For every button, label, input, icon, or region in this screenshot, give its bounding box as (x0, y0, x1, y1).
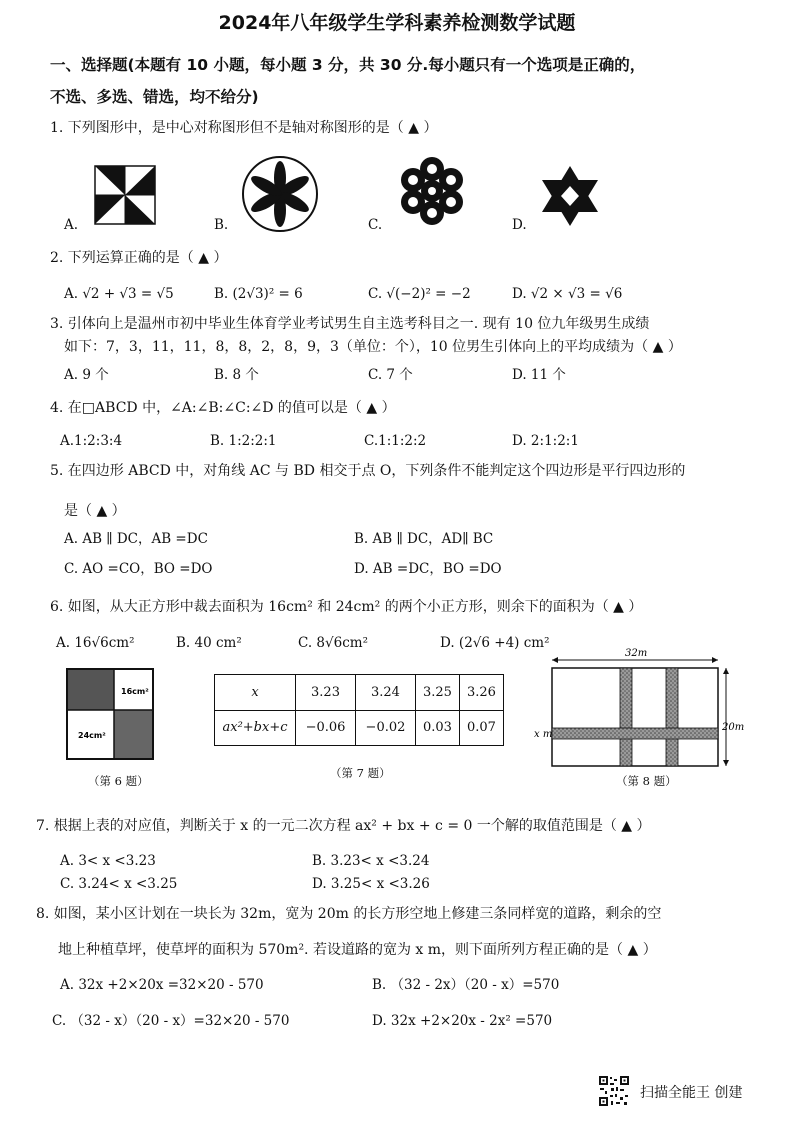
q1-option-b: B. (214, 217, 229, 233)
q8-stem-line2: 地上种植草坪，使草坪的面积为 570m². 若设道路的宽为 x m，则下面所列方程正确的是（ ▲ ） (58, 942, 657, 958)
section-heading-line2: 不选、多选、错选，均不给分) (50, 88, 259, 106)
q4-option-b: B. 1:2:2:1 (210, 433, 277, 449)
q2-option-a: A. √2 + √3 = √5 (64, 286, 174, 302)
q4-option-d: D. 2:1:2:1 (512, 433, 579, 449)
q1-hexagon-ring-figure (392, 156, 472, 226)
q8-option-a: A. 32x +2×20x =32×20 - 570 (60, 977, 264, 993)
q8-option-b: B. （32 - 2x）（20 - x）=570 (372, 977, 560, 993)
q4-stem: 4. 在□ABCD 中，∠A:∠B:∠C:∠D 的值可以是（ ▲ ） (50, 400, 396, 416)
q3-stem-line1: 3. 引体向上是温州市初中毕业生体育学业考试男生自主选考科目之一. 现有 10 位九年级男生成绩 (50, 316, 650, 332)
q6-square-figure (66, 668, 156, 764)
q4-option-a: A.1:2:3:4 (60, 433, 123, 449)
q6-stem: 6. 如图，从大正方形中裁去面积为 16cm² 和 24cm² 的两个小正方形，则余下的面积为（ ▲ ） (50, 599, 643, 615)
q5-option-d: D. AB =DC，BO =DO (354, 561, 502, 577)
q6-caption: （第 6 题） (88, 774, 149, 788)
q6-option-d: D. (2√6 +4) cm² (440, 635, 550, 651)
q8-option-c: C. （32 - x）（20 - x）=32×20 - 570 (52, 1013, 290, 1029)
q5-stem-line2: 是（ ▲ ） (64, 503, 126, 519)
table-cell: 3.24 (355, 675, 415, 711)
q3-option-a: A. 9 个 (64, 367, 109, 383)
q7-option-c: C. 3.24< x <3.25 (60, 876, 178, 892)
table-cell: x (215, 675, 296, 711)
qr-code-icon (598, 1075, 630, 1107)
q4-option-c: C.1:1:2:2 (364, 433, 427, 449)
q7-value-table (214, 674, 504, 746)
table-cell: ax²+bx+c (215, 710, 296, 746)
q6-option-a: A. 16√6cm² (56, 635, 135, 651)
scanner-watermark: 扫描全能王 创建 (640, 1085, 743, 1101)
q8-height-label: 20m (722, 722, 745, 733)
q2-option-d: D. √2 × √3 = √6 (512, 286, 623, 302)
q8-road-label: x m (534, 729, 553, 740)
q2-option-b: B. (2√3)² = 6 (214, 286, 303, 302)
section-heading-line1: 一、选择题(本题有 10 小题，每小题 3 分，共 30 分.每小题只有一个选项是正确的， (50, 56, 646, 74)
table-cell: −0.06 (296, 710, 356, 746)
q3-option-d: D. 11 个 (512, 367, 566, 383)
q1-option-a: A. (64, 217, 79, 233)
q5-option-a: A. AB ∥ DC，AB =DC (64, 531, 208, 547)
q6-option-c: C. 8√6cm² (298, 635, 368, 651)
q8-field-figure (530, 644, 750, 770)
q5-option-c: C. AO =CO，BO =DO (64, 561, 213, 577)
q1-hexagram-figure (538, 164, 602, 228)
q7-option-a: A. 3< x <3.23 (60, 853, 156, 869)
q3-stem-line2: 如下：7，3，11，11，8，8，2，8，9，3（单位：个），10 位男生引体向上的平均成绩为（ ▲ ） (64, 339, 682, 355)
q8-width-label: 32m (625, 648, 648, 659)
table-cell: 0.03 (415, 710, 459, 746)
q1-flower-circle-figure (240, 154, 320, 234)
q2-option-c: C. √(−2)² = −2 (368, 286, 471, 302)
q6-label-16: 16cm² (121, 687, 149, 696)
q5-option-b: B. AB ∥ DC，AD∥ BC (354, 531, 494, 547)
q7-option-b: B. 3.23< x <3.24 (312, 853, 430, 869)
q1-stem: 1. 下列图形中，是中心对称图形但不是轴对称图形的是（ ▲ ） (50, 120, 438, 136)
table-cell: 3.25 (415, 675, 459, 711)
q1-option-c: C. (368, 217, 383, 233)
table-row (215, 675, 504, 711)
q6-option-b: B. 40 cm² (176, 635, 242, 651)
page-title: 2024年八年级学生学科素养检测数学试题 (218, 12, 576, 34)
q8-stem-line1: 8. 如图，某小区计划在一块长为 32m，宽为 20m 的长方形空地上修建三条同样宽的道路，剩余的空 (36, 906, 662, 922)
table-row (215, 710, 504, 746)
q2-stem: 2. 下列运算正确的是（ ▲ ） (50, 250, 228, 266)
q1-pinwheel-figure (92, 164, 158, 226)
table-cell: 3.26 (459, 675, 503, 711)
table-cell: 3.23 (296, 675, 356, 711)
q5-stem-line1: 5. 在四边形 ABCD 中，对角线 AC 与 BD 相交于点 O，下列条件不能判定这个四边形是平行四边形的 (50, 463, 686, 479)
q8-option-d: D. 32x +2×20x - 2x² =570 (372, 1013, 553, 1029)
q7-caption: （第 7 题） (330, 766, 391, 780)
q8-caption: （第 8 题） (616, 774, 677, 788)
q7-option-d: D. 3.25< x <3.26 (312, 876, 430, 892)
q1-option-d: D. (512, 217, 527, 233)
table-cell: 0.07 (459, 710, 503, 746)
q7-stem: 7. 根据上表的对应值，判断关于 x 的一元二次方程 ax² + bx + c = 0 一个解的取值范围是（ ▲ ） (36, 818, 651, 834)
table-cell: −0.02 (355, 710, 415, 746)
q3-option-b: B. 8 个 (214, 367, 259, 383)
q3-option-c: C. 7 个 (368, 367, 413, 383)
q6-label-24: 24cm² (78, 731, 106, 740)
